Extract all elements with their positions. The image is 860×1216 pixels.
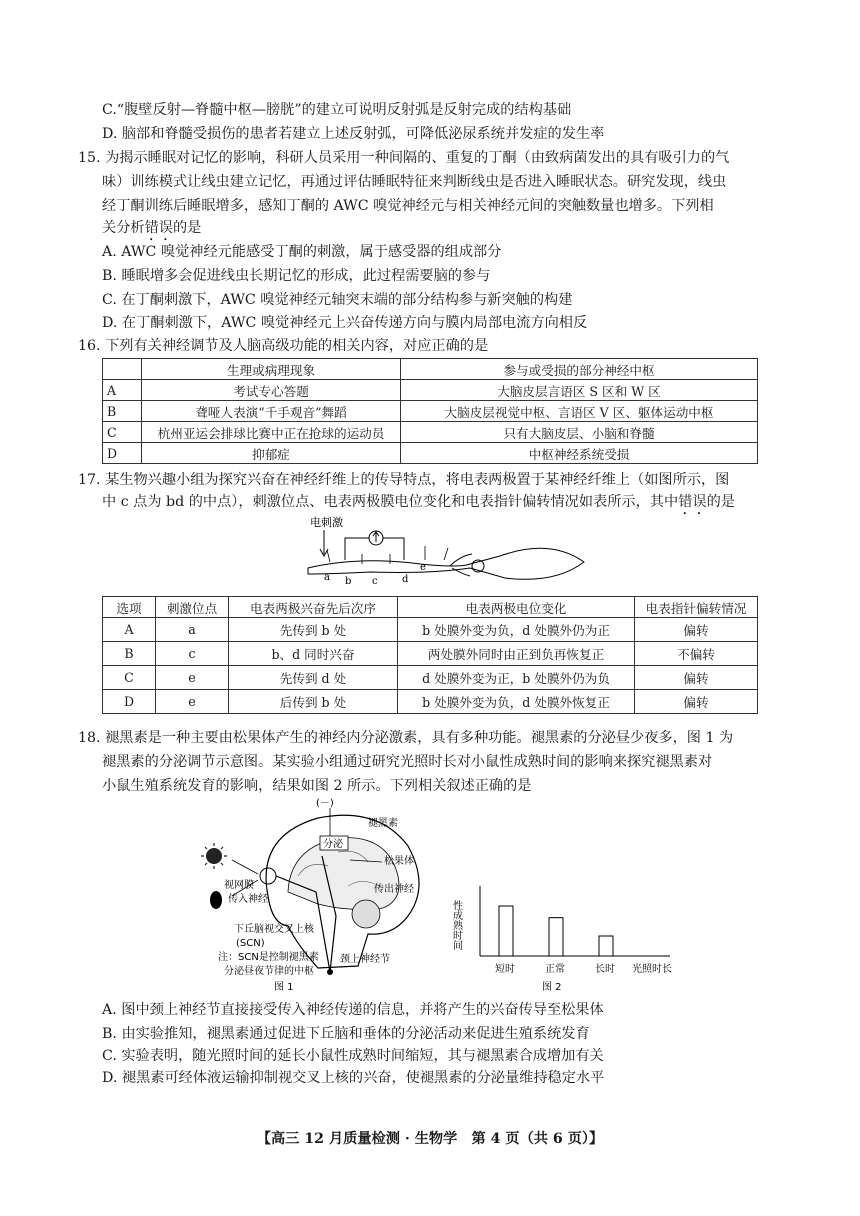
prev-option-d: D. 脑部和脊髓受损伤的患者若建立上述反射弧，可降低泌尿系统并发症的发生率: [102, 126, 605, 142]
q15-option-b: B. 睡眠增多会促进线虫长期记忆的形成，此过程需要脑的参与: [102, 268, 491, 284]
melatonin-label: 褪黑素: [368, 818, 398, 829]
table-row: [103, 443, 758, 464]
scn-abbr-label: (SCN): [236, 938, 265, 949]
q17-header-row: [103, 597, 758, 618]
table-cell: b 处膜外变为负，d 处膜外仍为正: [398, 618, 635, 642]
brain-diagram-figure: [198, 796, 458, 996]
table-row: [103, 666, 758, 690]
q16-header-row: [103, 359, 758, 380]
table-cell: 先传到 d 处: [229, 666, 398, 690]
table-cell: C: [103, 666, 156, 690]
table-cell: 后传到 b 处: [229, 690, 398, 714]
scn-label: 下丘脑视交叉上核: [234, 924, 314, 935]
scn-note-line2: 分泌昼夜节律的中枢: [224, 966, 314, 977]
chart-xlabel: 光照时长: [632, 964, 672, 975]
point-a: a: [324, 572, 330, 583]
secretion-label: 分泌: [323, 839, 343, 850]
table-cell: 大脑皮层言语区 S 区和 W 区: [401, 380, 758, 401]
bar-1: [549, 918, 563, 956]
table-row: [103, 690, 758, 714]
table-cell: 杭州亚运会排球比赛中正在抢球的运动员: [142, 422, 401, 443]
afferent-label: 传入神经: [228, 894, 268, 905]
table-cell: 只有大脑皮层、小脑和脊髓: [401, 422, 758, 443]
q15-stem-line4-pre: 关分析: [102, 220, 145, 236]
q15-stem-line4-post: 的是: [172, 220, 202, 236]
q17-stem-line2-post: 的是: [706, 494, 735, 510]
table-cell: a: [156, 618, 229, 642]
table-cell: 抑郁症: [142, 443, 401, 464]
table-cell: 大脑皮层视觉中枢、言语区 V 区、躯体运动中枢: [401, 401, 758, 422]
table-cell: b 处膜外变为负，d 处膜外恢复正: [398, 690, 635, 714]
point-e: e: [420, 562, 426, 573]
table-row: [103, 618, 758, 642]
table-cell: 偏转: [635, 666, 758, 690]
q15-stem-line1: 15. 为揭示睡眠对记忆的影响，科研人员采用一种间隔的、重复的丁酮（由致病菌发出的具有吸引力的气: [78, 150, 730, 166]
sun-icon: [206, 848, 222, 864]
category-label-1: 正常: [545, 964, 565, 975]
table-cell: 两处膜外同时由正到负再恢复正: [398, 642, 635, 666]
q18-option-d: D. 褪黑素可经体液运输抑制视交叉上核的兴奋，使褪黑素的分泌量维持稳定水平: [102, 1070, 605, 1086]
cervical-ganglion-dot: [327, 969, 333, 975]
table-cell: 偏转: [635, 618, 758, 642]
q17-header-cell: 选项: [103, 597, 156, 618]
table-cell: 先传到 b 处: [229, 618, 398, 642]
q15-option-a: A. AWC 嗅觉神经元能感受丁酮的刺激，属于感受器的组成部分: [102, 244, 502, 260]
table-cell: B: [103, 401, 142, 422]
q18-stem-line2: 褪黑素的分泌调节示意图。某实验小组通过研究光照时长对小鼠性成熟时间的影响来探究褪黑素对: [102, 754, 713, 770]
table-row: [103, 401, 758, 422]
q15-stem-line2: 味）训练模式让线虫建立记忆，再通过评估睡眠特征来判断线虫是否进入睡眠状态。研究发现，线虫: [102, 174, 727, 190]
q17-table: [102, 596, 758, 714]
table-cell: 偏转: [635, 690, 758, 714]
q15-stem-line4: [102, 218, 201, 244]
q17-header-cell: 刺激位点: [156, 597, 229, 618]
table-cell: b、d 同时兴奋: [229, 642, 398, 666]
table-cell: B: [103, 642, 156, 666]
pineal-label: 松果体: [384, 856, 414, 867]
q18-stem-line1: 18. 褪黑素是一种主要由松果体产生的神经内分泌激素，具有多种功能。褪黑素的分泌昼少夜多，图 1 为: [78, 730, 734, 746]
table-cell: e: [156, 690, 229, 714]
scn-note-line1: 注：SCN是控制褪黑素: [218, 952, 319, 963]
chart-ylabel: 性成熟时间: [450, 900, 462, 950]
bars-group: [499, 906, 613, 956]
q17-stem-line1: 17. 某生物兴趣小组为探究兴奋在神经纤维上的传导特点，将电表两极置于某神经纤维上（如图所示，图: [78, 472, 730, 488]
q18-option-b: B. 由实验推知，褪黑素通过促进下丘脑和垂体的分泌活动来促进生殖系统发育: [102, 1026, 590, 1042]
table-cell: A: [103, 618, 156, 642]
table-cell: 考试专心答题: [142, 380, 401, 401]
table-row: [103, 642, 758, 666]
q15-stem-line3: 经丁酮训练后睡眠增多，感知丁酮的 AWC 嗅觉神经元与相关神经元间的突触数量也增多。下列相: [102, 198, 714, 214]
cerebellum-shape: [352, 900, 380, 928]
table-cell: c: [156, 642, 229, 666]
q15-option-c: C. 在丁酮刺激下，AWC 嗅觉神经元轴突末端的部分结构参与新突触的构建: [102, 292, 573, 308]
cervical-label: 颈上神经节: [340, 954, 390, 965]
table-cell: D: [103, 443, 142, 464]
bar-0: [499, 906, 513, 956]
q17-header-cell: 电表两极兴奋先后次序: [229, 597, 398, 618]
category-label-0: 短时: [495, 964, 515, 975]
q16-header-cell: [103, 359, 142, 380]
category-label-2: 长时: [595, 964, 615, 975]
table-cell: d 处膜外变为正，b 处膜外仍为负: [398, 666, 635, 690]
prev-option-c: C.“腹壁反射—脊髓中枢—膀胱”的建立可说明反射弧是反射完成的结构基础: [102, 102, 572, 118]
table-row: [103, 422, 758, 443]
nerve-fiber-figure: [300, 512, 590, 594]
q17-header-cell: 电表指针偏转情况: [635, 597, 758, 618]
eye-icon: [260, 868, 276, 884]
q18-option-c: C. 实验表明，随光照时间的延长小鼠性成熟时间缩短，其与褪黑素合成增加有关: [102, 1048, 604, 1064]
page-footer: 【高三 12 月质量检测 · 生物学 第 4 页（共 6 页）】: [256, 1131, 604, 1147]
bar-chart: [450, 882, 690, 994]
q18-option-a: A. 图中颈上神经节直接接受传入神经传递的信息，并将产生的兴奋传导至松果体: [102, 1002, 604, 1018]
nerve-branch-lines: [450, 554, 472, 576]
q17-emphasis: 错误: [678, 494, 707, 510]
dark-icon: [210, 891, 222, 909]
q18-stem-line3: 小鼠生殖系统发育的影响，结果如图 2 所示。下列相关叙述正确的是: [102, 778, 532, 794]
table-cell: 聋哑人表演“千手观音”舞蹈: [142, 401, 401, 422]
chart-caption: 图 2: [542, 982, 562, 993]
inhibit-label: (－): [316, 798, 334, 809]
q16-table: [102, 358, 758, 464]
table-cell: C: [103, 422, 142, 443]
efferent-label: 传出神经: [374, 884, 414, 895]
table-cell: 不偏转: [635, 642, 758, 666]
table-cell: A: [103, 380, 142, 401]
q17-header-cell: 电表两极电位变化: [398, 597, 635, 618]
table-cell: 中枢神经系统受损: [401, 443, 758, 464]
table-row: [103, 380, 758, 401]
q16-header-cell: 参与或受损的部分神经中枢: [401, 359, 758, 380]
table-cell: D: [103, 690, 156, 714]
stimulus-label: 电刺激: [310, 516, 343, 529]
q17-stem-line2-pre: 中 c 点为 bd 的中点），刺激位点、电表两极膜电位变化和电表指针偏转情况如表所示，其中: [102, 494, 679, 510]
q16-header-cell: 生理或病理现象: [142, 359, 401, 380]
point-c: c: [372, 576, 378, 587]
retina-label: 视网膜: [224, 880, 254, 891]
table-cell: e: [156, 666, 229, 690]
q15-emphasis: 错误: [144, 220, 173, 236]
q15-option-d: D. 在丁酮刺激下，AWC 嗅觉神经元上兴奋传递方向与膜内局部电流方向相反: [102, 315, 588, 331]
fig1-caption: 图 1: [274, 982, 294, 993]
bar-2: [599, 936, 613, 956]
category-labels-group: [495, 962, 615, 975]
q16-stem: 16. 下列有关神经调节及人脑高级功能的相关内容，对应正确的是: [78, 338, 489, 354]
point-b: b: [345, 576, 352, 587]
point-d: d: [402, 574, 409, 585]
